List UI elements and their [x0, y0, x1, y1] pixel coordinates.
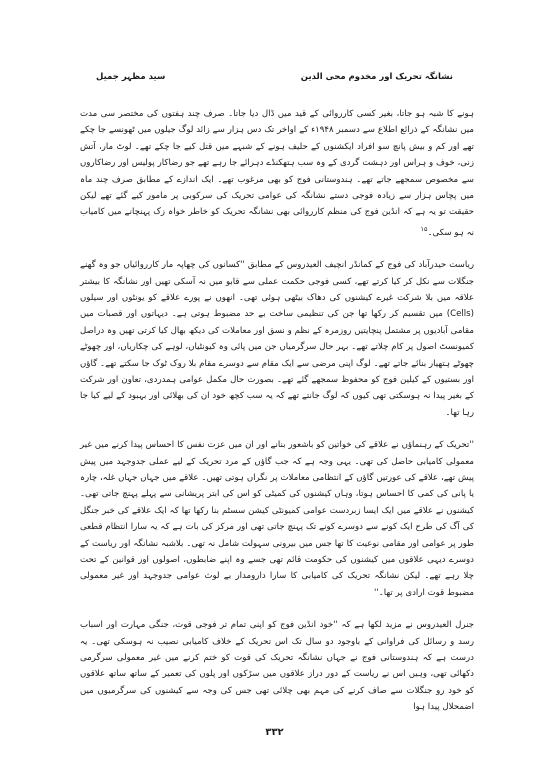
paragraph: جنرل العیدروس نے مزید لکھا ہے کہ ''خود انڈین فوج کو اپنی تمام تر فوجی قوت، جنگی مہارت اور اسباب رسد و رسائل کی فراوانی کے باوجود دو سال تک اس تحریک کے خلاف کامیابی نصیب نہ ہوسکی تھی۔ یہ درست ہے کہ ہندوستانی فوج نے جہاں نشانگہ تحریک کی قوت کو ختم کرنے میں غیر معمولی سرگرمی دکھائی تھی، وہیں اس نے ریاست کے دور دراز علاقوں میں سڑکوں اور پلوں کی تعمیر کے ساتھ ساتھ علاقوں کو خود رو جنگلات سے صاف کرنے کی مہم بھی چلائی تھی جس کی وجہ سے کیشنوں کی سرگرمیوں میں اضمحلال پیدا ہوا: [80, 620, 474, 713]
quoted-paragraph: ''تحریک کے رہنماؤں نے علاقے کی خواتین کو باشعور بنانے اور ان میں عزت نفس کا احساس پیدا کرنے میں غیر معمولی کامیابی حاصل کی تھی۔ یہی وجہ ہے کہ جب گاؤں کے مرد تحریک کے لیے عملی جدوجہد میں پیش پیش تھے، علاقے کی عورتیں گاؤں کے انتظامی معاملات پر نگراں ہوتی تھیں۔ علاقے میں جہاں جہاں غلہ، چارہ یا پانی کی کمی کا احساس ہوتا، وہاں کیشنوں کی کمیٹی کو اس کی ابتر پریشانی سے پہلے پہنچ جاتی تھی۔ کیشنوں نے علاقے میں ایک ایسا زبردست عوامی کمیونٹی کیشن سسٹم بنا رکھا تھا کہ ایک علاقے کی خبر جنگل کی آگ کی طرح ایک کونے سے دوسرے کونے تک پہنچ جاتی تھی اور مرکز کی بات ہے کہ یہ سارا انتظام قطعی طور پر عوامی اور مقامی نوعیت کا تھا جس میں بیرونی سہولت شامل نہ تھی۔ بلاشبہ نشانگہ اور ریاست کے دوسرے دیہی علاقوں میں کیشنوں کی حکومت قائم تھی جسے وہ اپنے ضابطوں، اصولوں اور قوانین کے تحت چلا رہے تھے۔ لیکن نشانگہ تحریک کی کامیابی کا سارا دارومدار بے لوث عوامی جدوجہد اور غیر معمولی مضبوط قوت ارادی پر تھا۔'': [80, 440, 474, 598]
main-text: [80, 106, 474, 732]
paragraph: [80, 106, 474, 241]
paragraph: ریاست حیدرآباد کی فوج کے کمانڈر انچیف العیدروس کے مطابق ''کسانوں کی چھاپہ مار کارروائیاں جو وہ گھنے جنگلات سے نکل کر کیا کرتے تھے، کسی فوجی حکمت عملی سے قابو میں نہ آسکی تھیں اور نشانگہ کا بیشتر علاقہ میں بلا شرکت غیرے کیشنوں کی دھاک بیٹھی ہوئی تھی۔ انھوں نے پورے علاقے کو یونٹوں اور سیلوں (Cells) میں تقسیم کر رکھا تھا جن کی تنظیمی ساخت بے حد مضبوط ہوتی ہے۔ دیہاتوں اور قصبات میں مقامی آبادیوں پر مشتمل پنچایتیں روزمرہ کے نظم و نسق اور معاملات کی دیکھ بھال کیا کرتی تھیں وہ دراصل کمیونسٹ اصول پر کام چلاتے تھے۔ بہر حال سرگرمیاں جن میں پائی وہ کیونٹیاں، لوہے کی چکاریاں، اور چھوٹے چھوٹے ہتھیار بنائے جاتے تھے۔ لوگ اپنی مرضی سے ایک مقام سے دوسرے مقام بلا روک ٹوک جا سکتے تھے۔ گاؤں اور بستیوں کے کیلین فوج کو محفوظ سمجھے گئے تھے۔ بصورت حال مکمل عوامی ہمدردی، تعاون اور شرکت کے بغیر پیدا نہ ہوسکتی تھی کیوں کہ لوگ جانتے تھے کہ یہ سب کچھ خود ان کی بھلائی اور بہبود کے لیے کیا جا رہا تھا۔: [80, 260, 474, 418]
paragraph-text: ہونے کا شبہ ہو جاتا، بغیر کسی کارروائی کے قید میں ڈال دیا جاتا۔ صرف چند ہفتوں کی مختصر سی مدت میں نشانگہ کے ذرائع اطلاع سے دسمبر ۱۹۴۸ء کے اواخر تک دس ہزار سے زائد لوگ جیلوں میں ٹھونسے جا چکے تھے اور کم و بیش پانچ سو افراد ایکشنوں کے حلیف ہونے کے شبہے میں قتل کیے جا چکے تھے۔ لوٹ مار، آتش زنی، خوف و ہراس اور دہشت گردی کے وہ سب ہتھکنڈے دہرائے جا رہے تھے جو رضاکار پولیس اور رضاکاروں سے مخصوص سمجھے جاتے تھے۔ ہندوستانی فوج کو بھی مرغوب تھے۔ ایک اندازے کے مطابق صرف چند ماہ میں پچاس ہزار سے زیادہ فوجی دستے نشانگہ کی عوامی تحریک کی سرکوبی پر مامور کیے گئے تھے لیکن حقیقت تو یہ ہے کہ انڈین فوج کی منظم کارروائی بھی نشانگہ تحریک کو خاطر خواہ زک پہنچانے میں کامیاب نہ ہو سکی۔: [80, 109, 475, 238]
page-number: ۳۳۲: [265, 727, 284, 738]
footnote-reference: ۱۵: [420, 224, 428, 233]
book-title: نشانگہ تحریک اور مخدوم محی الدین: [300, 71, 453, 82]
author-name: سید مظہر جمیل: [96, 71, 166, 82]
running-header: [96, 68, 453, 84]
